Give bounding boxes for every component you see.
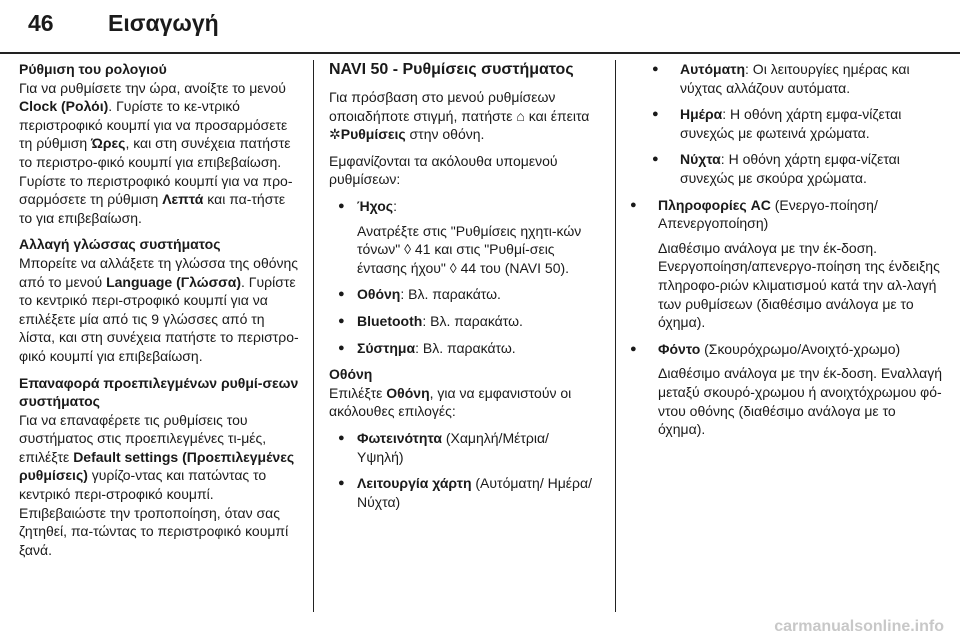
sound-description: Ανατρέξτε στις "Ρυθμίσεις ηχητι-κών τόνων" ◊ 41 και στις "Ρυθμί-σεις έντασης ήχου" ◊ 44 του (NAVI 50). [357, 222, 582, 276]
home-icon: ⌂ [516, 107, 525, 124]
text: . Γυρίστε το κε-ντρικό περιστροφικό κουμπί για να προσαρμόσετε τη ρύθμιση [19, 98, 288, 152]
language-section-title: Αλλαγή γλώσσας συστήματος [19, 236, 221, 253]
page-number: 46 [28, 10, 54, 36]
display-name: Οθόνη [386, 384, 430, 401]
list-item [652, 60, 942, 97]
text: : Βλ. παρακάτω. [415, 339, 516, 356]
text: στην οθόνη. [405, 126, 485, 143]
text: (Ενεργο-ποίηση/Απενεργοποίηση) [658, 196, 878, 232]
text: γυρίζο-ντας και πατώντας το κεντρικό περι-στροφικό κουμπί. Επιβεβαιώστε την τροποποίηση, όταν σας ζητηθεί, πα-τώντας το περιστροφικό κουμπί ξανά. [19, 467, 289, 558]
list-item [329, 197, 597, 277]
text: Για να ρυθμίσετε την ώρα, ανοίξτε το μενού [19, 79, 286, 96]
list-item [329, 312, 597, 331]
text: Μπορείτε να αλλάξετε τη γλώσσα της οθόνης από το μενού [19, 254, 299, 290]
page-header [0, 0, 960, 50]
list-item [329, 474, 597, 511]
text: : Η οθόνη χάρτη εμφα-νίζεται συνεχώς με φωτεινά χρώματα. [680, 106, 902, 141]
column-divider-2 [615, 60, 616, 612]
text: (Αυτόματη/ Ημέρα/Νύχτα) [357, 475, 592, 510]
brightness-label: Φωτεινότητα [357, 429, 442, 446]
hours-setting-name: Ώρες [91, 135, 126, 152]
submenu-list [329, 197, 597, 357]
text: (Χαμηλή/Μέτρια/ Υψηλή) [357, 429, 549, 465]
language-menu-name: Language (Γλώσσα) [106, 273, 242, 290]
text: : Οι λειτουργίες ημέρας και νύχτας αλλάζουν αυτόματα. [680, 61, 910, 96]
sound-label: Ήχος [357, 197, 394, 214]
default-settings-name: Default settings (Προεπιλεγμένες ρυθμίσεις) [19, 448, 295, 484]
list-item [652, 150, 942, 187]
navi-section-title: NAVI 50 - Ρυθμίσεις συστήματος [329, 61, 574, 78]
text: Επιλέξτε [329, 384, 387, 401]
reset-section-title: Επαναφορά προεπιλεγμένων ρυθμί-σεων συστήματος [19, 374, 299, 410]
list-item [329, 285, 597, 304]
display-paragraph [329, 384, 597, 421]
text: : Η οθόνη χάρτη εμφα-νίζεται συνεχώς με σκούρα χρώματα. [680, 151, 900, 186]
header-rule [0, 52, 960, 54]
text: , για να εμφανιστούν οι ακόλουθες επιλογές: [329, 384, 572, 420]
gear-icon: ✲ [329, 126, 341, 143]
day-label: Ημέρα [680, 106, 723, 123]
column-divider-1 [313, 60, 314, 612]
list-item [630, 340, 942, 439]
text: : Βλ. παρακάτω. [422, 312, 523, 329]
list-item [652, 105, 942, 142]
submenus-intro: Εμφανίζονται τα ακόλουθα υπομενού ρυθμίσεων: [329, 152, 558, 188]
clock-menu-name: Clock (Ρολόι) [19, 98, 109, 115]
text: Για να επαναφέρετε τις ρυθμίσεις του συστήματος στις προεπιλεγμένες τι-μές, επιλέξτε [19, 411, 267, 465]
settings-name: Ρυθμίσεις [340, 126, 406, 143]
watermark: carmanualsonline.info [774, 618, 944, 635]
list-item [630, 196, 942, 332]
access-paragraph [329, 88, 597, 144]
map-mode-list [630, 60, 942, 188]
column-3 [630, 60, 942, 447]
text: (Σκουρόχρωμο/Ανοιχτό-χρωμο) [700, 340, 901, 357]
list-item [329, 339, 597, 358]
clock-section-title: Ρύθμιση του ρολογιού [19, 61, 167, 77]
list-item [329, 429, 597, 466]
text: : [393, 197, 397, 214]
language-paragraph [19, 254, 301, 366]
text: : Βλ. παρακάτω. [400, 286, 501, 303]
page-title: Εισαγωγή [108, 10, 219, 36]
clock-paragraph [19, 79, 301, 228]
reset-paragraph [19, 411, 301, 560]
background-label: Φόντο [658, 340, 701, 357]
text: , και στη συνέχεια πατήστε το περιστρο-φικό κουμπί για επιβεβαίωση. Γυρίστε το περιστροφικό κουμπί για να προ-σαρμόσετε τη ρύθμιση [19, 135, 293, 208]
display-label: Οθόνη [357, 286, 401, 303]
minutes-setting-name: Λεπτά [162, 191, 204, 208]
night-label: Νύχτα [680, 151, 721, 168]
text: Για πρόσβαση στο μενού ρυθμίσεων οποιαδήποτε στιγμή, πατήστε [329, 89, 556, 124]
display-options-list [329, 429, 597, 511]
ac-info-description: Διαθέσιμο ανάλογα με την έκ-δοση. Ενεργοποίηση/απενεργο-ποίηση της ένδειξης πληροφο-ριών κλιματισμού κατά την αλ-λαγή των ρυθμίσεων (διαθέσιμο ανάλογα με το όχημα). [658, 239, 940, 331]
column-1 [19, 60, 301, 567]
display-extra-list [630, 196, 942, 439]
display-section-title: Οθόνη [329, 366, 373, 383]
text: και έπειτα [524, 107, 590, 124]
system-label: Σύστημα [357, 339, 416, 356]
background-description: Διαθέσιμο ανάλογα με την έκ-δοση. Εναλλαγή μεταξύ σκουρό-χρωμου ή ανοιχτόχρωμου φό-ντου οθόνης (διαθέσιμο ανάλογα με το όχημα). [658, 365, 943, 438]
ac-info-label: Πληροφορίες AC [658, 196, 771, 213]
text: . Γυρίστε το κεντρικό περι-στροφικό κουμπί για να επιλέξετε μία από τις 9 γλώσσες από τη λίστα, και στη συνέχεια πατήστε το περιστρο-φικό κουμπί για επιβεβαίωση. [19, 273, 299, 364]
auto-label: Αυτόματη [680, 61, 746, 77]
bluetooth-label: Bluetooth [357, 312, 423, 329]
map-mode-label: Λειτουργία χάρτη [357, 475, 472, 492]
text: και πα-τήστε το για επιβεβαίωση. [19, 191, 286, 226]
column-2 [329, 60, 597, 519]
